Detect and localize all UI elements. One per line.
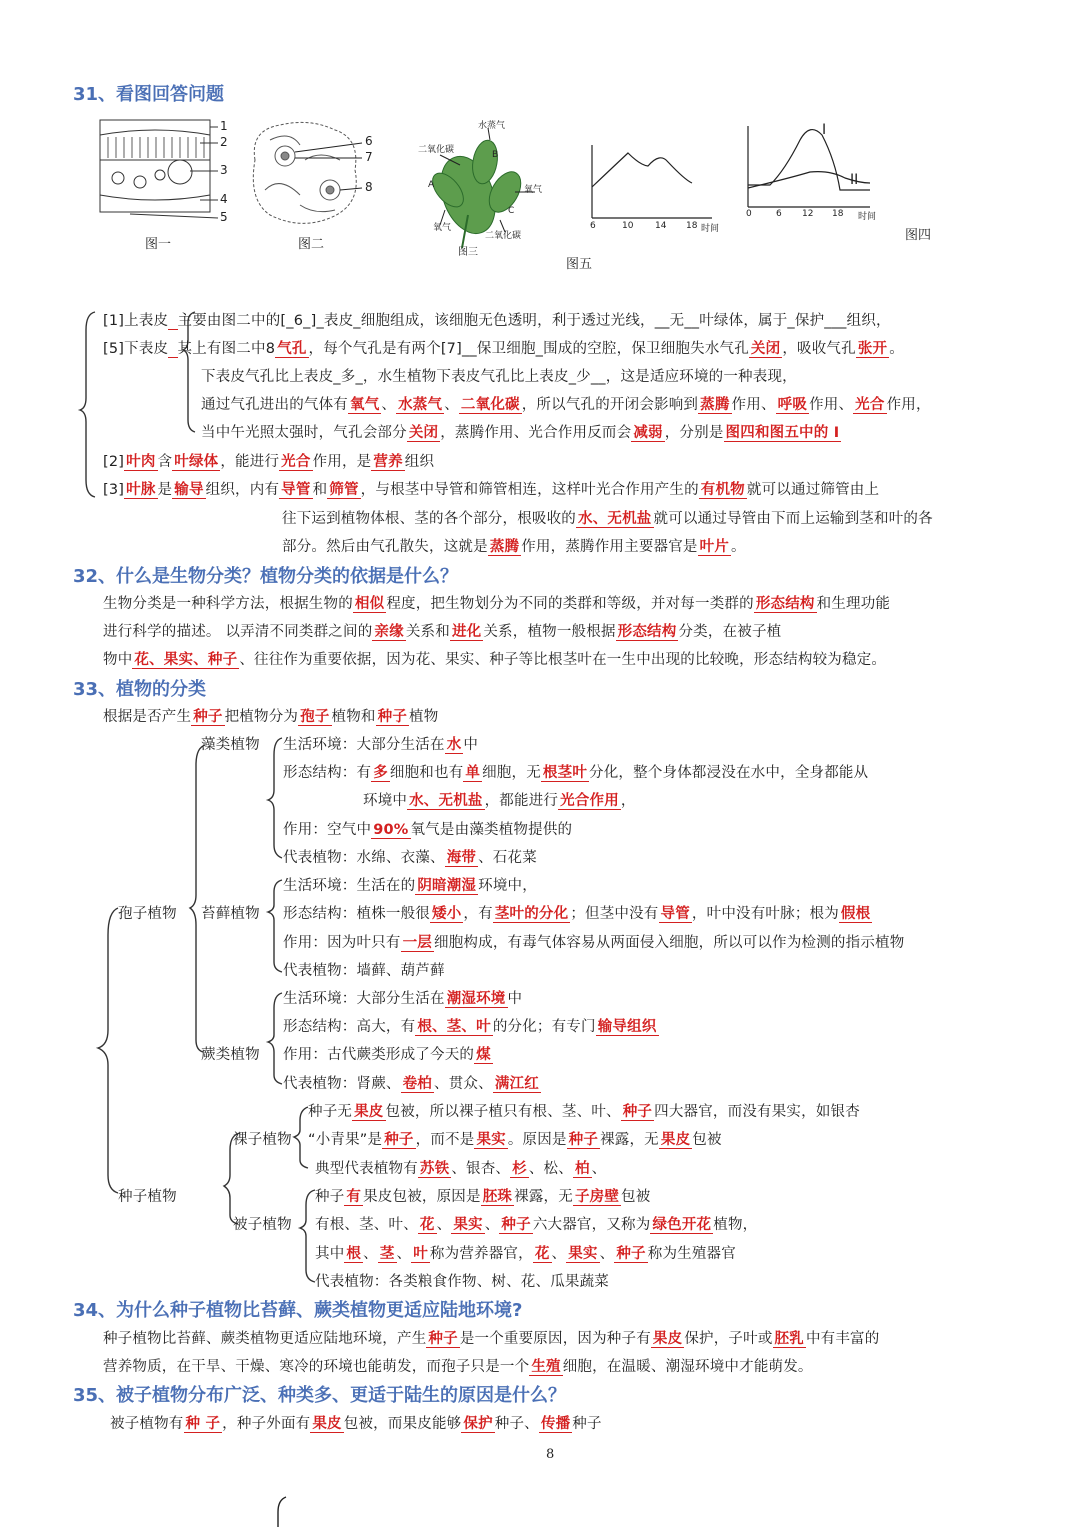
subgroup-gymnosperm: 裸子植物: [233, 1132, 292, 1148]
answer-blank: 矮小: [432, 906, 462, 922]
text-segment: 环境中，: [478, 878, 537, 894]
fig4-tick-6: 6: [776, 209, 782, 219]
answer-blank: 一层: [402, 935, 433, 951]
text-segment: 裸露，无: [514, 1189, 573, 1205]
fig1-num-2: 2: [220, 135, 228, 149]
figure-4-curves: [748, 126, 870, 207]
group-spore-plants: 孢子植物: [118, 906, 177, 922]
answer-blank: 根: [346, 1246, 362, 1262]
text-segment: ，: [620, 793, 636, 809]
text-segment: 营养物质，在干旱、干燥、寒冷的环境也能萌发，而孢子只是一个: [103, 1359, 530, 1375]
answer-blank: 子房壁: [574, 1189, 620, 1205]
text-segment: 是一个重要原因，因为种子有: [459, 1331, 651, 1347]
text-segment: 、: [484, 1217, 500, 1233]
text-segment: 根据是否产生: [103, 709, 192, 725]
answer-blank: 柏: [574, 1161, 590, 1177]
answer-blank: 导管: [281, 482, 311, 498]
caption-figure-5: 图五: [566, 257, 593, 272]
text-segment: 和: [312, 482, 328, 498]
text-segment: 细胞，无: [482, 765, 541, 781]
text-segment: 称为营养器官，: [429, 1246, 533, 1262]
q35-line: [110, 1412, 602, 1433]
text-segment: 其上有图二中8: [177, 341, 276, 357]
q32-line: [103, 592, 890, 613]
answer-blank: 杉: [512, 1161, 527, 1177]
answer-blank: 果实: [568, 1246, 598, 1262]
text-segment: 关系和: [405, 624, 450, 640]
answer-blank: 筛管: [329, 482, 359, 498]
q31-line: [103, 450, 434, 471]
q33-line: [308, 1128, 722, 1149]
text-segment: 物中: [103, 652, 133, 668]
text-segment: ，能进行: [220, 454, 280, 470]
answer-blank: 果实: [476, 1132, 506, 1148]
answer-blank: 种 子: [185, 1416, 221, 1432]
text-segment: 、: [363, 1246, 378, 1262]
text-segment: 通过气孔进出的气体有: [201, 397, 348, 413]
answer-blank: 输导组织: [597, 1019, 657, 1035]
text-segment: ；但茎中没有: [570, 906, 659, 922]
text-segment: 作用：古代蕨类形成了今天的: [283, 1047, 475, 1063]
text-segment: 程度，把生物划分为不同的类群和等级，并对每一类群的: [386, 596, 754, 612]
q31-line: [103, 309, 891, 330]
fig4-tick-time: 时间: [858, 212, 877, 222]
q32-title: 32、什么是生物分类？植物分类的依据是什么？: [73, 566, 459, 587]
fig4-tick-0: 0: [746, 209, 752, 219]
text-segment: 形态结构：植株一般很: [283, 906, 430, 922]
text-segment: 作用，是: [312, 454, 372, 470]
answer-blank: 关闭: [408, 425, 439, 441]
fig3-label-co2-bottom: 二氧化碳: [485, 231, 522, 241]
q31-line: [201, 365, 797, 386]
text-segment: 细胞构成，有毒气体容易从两面侵入细胞，所以可以作为检测的指示植物: [434, 935, 905, 951]
text-segment: ，与根茎中导管和筛管相连，这样叶光合作用产生的: [360, 482, 699, 498]
text-segment: 下表皮气孔比上表皮_多_，水生植物下表皮气孔比上表皮_少__，这是适应环境的一种表现，: [201, 369, 797, 385]
text-segment: 组织，内有: [205, 482, 280, 498]
q31-line: [103, 478, 879, 499]
text-segment: 代表植物：肾蕨、: [283, 1076, 401, 1092]
answer-blank: 减弱: [633, 425, 663, 441]
answer-blank: 氧气: [350, 397, 380, 413]
text-segment: 包被: [621, 1189, 651, 1205]
text-segment: 含: [157, 454, 173, 470]
text-segment: ，吸收气孔: [782, 341, 856, 357]
answer-blank: 水: [446, 737, 462, 753]
fig3-label-c: C: [508, 206, 515, 216]
answer-blank: 叶肉: [126, 454, 156, 470]
text-segment: 、石花菜: [478, 850, 537, 866]
text-segment: ，都能进行: [484, 793, 559, 809]
q32-line: [103, 648, 886, 669]
text-segment: 形态结构：有: [283, 765, 372, 781]
text-segment: [1]上表皮: [103, 313, 169, 329]
fig1-num-5: 5: [220, 210, 228, 224]
text-segment: 生活环境：生活在的: [283, 878, 416, 894]
q33-line: [283, 902, 872, 923]
text-segment: 、: [599, 1246, 615, 1262]
answer-blank: 种子: [428, 1331, 458, 1347]
q33-line: [283, 1015, 659, 1036]
q31-line: [201, 393, 931, 414]
text-segment: 。原因是: [507, 1132, 567, 1148]
text-segment: 有根、茎、叶、: [315, 1217, 418, 1233]
answer-blank: 90%: [373, 822, 409, 838]
text-segment: 果皮包被，原因是: [363, 1189, 481, 1205]
answer-blank: 光合作用: [560, 793, 619, 809]
q33-line: [363, 789, 636, 810]
q33-line: [283, 1072, 541, 1093]
answer-blank: 保护: [463, 1416, 493, 1432]
answer-blank: 果皮: [312, 1416, 342, 1432]
fig2-num-8: 8: [365, 180, 373, 194]
subgroup-angiosperm: 被子植物: [233, 1217, 292, 1233]
q33-line: [283, 931, 904, 952]
text-segment: [5]下表皮: [103, 341, 169, 357]
answer-blank: 输导: [174, 482, 204, 498]
fig3-label-o2-right: 氧气: [524, 185, 543, 195]
answer-blank: 潮湿环境: [446, 991, 506, 1007]
answer-blank: 导管: [660, 906, 690, 922]
text-segment: 中有丰富的: [805, 1331, 880, 1347]
text-segment: 种子无: [308, 1104, 353, 1120]
q35-title: 35、被子植物分布广泛、种类多、更适于陆生的原因是什么？: [73, 1385, 567, 1406]
answer-blank: 光合: [855, 397, 885, 413]
answer-blank: 种子: [622, 1104, 653, 1120]
answer-blank: 假根: [840, 906, 871, 922]
text-segment: [2]: [103, 454, 125, 470]
text-segment: 就可以通过导管由下而上运输到茎和叶的各: [653, 511, 933, 527]
q31-line: [282, 535, 746, 556]
text-segment: 生物分类是一种科学方法，根据生物的: [103, 596, 353, 612]
answer-blank: 花、果实、种子: [134, 652, 238, 668]
text-segment: 代表植物：水绵、衣藻、: [283, 850, 445, 866]
fig2-num-6: 6: [365, 134, 373, 148]
caption-figure-1: 图一: [145, 237, 172, 252]
answer-blank: 种子: [568, 1132, 599, 1148]
answer-blank: 海带: [446, 850, 477, 866]
text-segment: 和生理功能: [816, 596, 891, 612]
answer-blank: 卷柏: [402, 1076, 433, 1092]
text-segment: 植物和: [331, 709, 376, 725]
text-segment: 组织: [404, 454, 435, 470]
text-segment: 把植物分为: [224, 709, 299, 725]
text-segment: 、: [396, 1246, 412, 1262]
text-segment: 、: [551, 1246, 567, 1262]
text-segment: ，所以气孔的开闭会影响到: [521, 397, 699, 413]
answer-blank: 叶绿体: [174, 454, 219, 470]
text-segment: ，叶中没有叶脉；根为: [691, 906, 839, 922]
q33-line: [308, 1100, 860, 1121]
text-segment: 的分化；有专门: [492, 1019, 596, 1035]
subgroup-fern: 蕨类植物: [201, 1047, 260, 1063]
fig1-num-4: 4: [220, 192, 228, 206]
q33-line: [315, 1242, 736, 1263]
answer-blank: 种子: [193, 709, 223, 725]
text-segment: 六大器官，又称为: [532, 1217, 651, 1233]
q33-line: [283, 761, 868, 782]
text-segment: 进行科学的描述。 以弄清不同类群之间的: [103, 624, 373, 640]
text-segment: 、银杏、: [451, 1161, 511, 1177]
text-segment: 、贯众、: [434, 1076, 493, 1092]
q32-line: [103, 620, 781, 641]
answer-blank: 二氧化碳: [460, 397, 520, 413]
caption-figure-4: 图四: [905, 228, 932, 243]
answer-blank: 图四和图五中的 I: [725, 425, 840, 441]
text-segment: 就可以通过筛管由上: [746, 482, 880, 498]
q31-line: [201, 421, 841, 442]
text-segment: 包被: [692, 1132, 722, 1148]
text-segment: 包被，所以裸子植只有根、茎、叶、: [385, 1104, 621, 1120]
text-segment: 。: [889, 341, 904, 357]
answer-blank: 单: [465, 765, 481, 781]
q33-line: [283, 733, 478, 754]
answer-blank: 满江红: [494, 1076, 539, 1092]
text-segment: 四大器官，而没有果实，如银杏: [654, 1104, 860, 1120]
answer-blank: 营养: [373, 454, 403, 470]
fig1-num-1: 1: [220, 119, 228, 133]
answer-blank: 阴暗潮湿: [417, 878, 477, 894]
text-segment: 环境中: [363, 793, 408, 809]
answer-blank: 水、无机盐: [578, 511, 652, 527]
answer-blank: 亲缘: [374, 624, 404, 640]
figure-2-epidermis: [253, 122, 362, 223]
text-segment: [3]: [103, 482, 125, 498]
fig3-label-vapor: 水蒸气: [478, 121, 506, 131]
text-segment: ，每个气孔是有两个[7]__保卫细胞_围成的空腔，保卫细胞失水气孔: [308, 341, 749, 357]
text-segment: 生活环境：大部分生活在: [283, 991, 445, 1007]
answer-blank: 生殖: [531, 1359, 561, 1375]
q31-line: [282, 507, 933, 528]
text-segment: 中: [463, 737, 479, 753]
text-segment: 细胞，在温暖、潮湿环境中才能萌发。: [562, 1359, 813, 1375]
subgroup-algae: 藻类植物: [201, 737, 260, 753]
text-segment: 当中午光照太强时，气孔会部分: [201, 425, 407, 441]
answer-blank: [168, 313, 177, 330]
text-segment: 种子: [315, 1189, 345, 1205]
text-segment: 作用：因为叶只有: [283, 935, 401, 951]
answer-blank: 有: [346, 1189, 362, 1205]
q33-title: 33、植物的分类: [73, 679, 207, 700]
answer-blank: 传播: [540, 1416, 571, 1432]
fig4-series-2: II: [850, 172, 859, 188]
answer-blank: 花: [534, 1246, 550, 1262]
q33-line: [315, 1213, 757, 1234]
answer-blank: [168, 341, 177, 358]
answer-blank: 果皮: [660, 1132, 691, 1148]
q33-line: [315, 1157, 606, 1178]
answer-blank: 张开: [857, 341, 888, 357]
q33-intro: [103, 705, 438, 726]
text-segment: ，蒸腾作用、光合作用反而会: [440, 425, 632, 441]
fig3-label-co2-top: 二氧化碳: [418, 145, 455, 155]
text-segment: 生活环境：大部分生活在: [283, 737, 445, 753]
text-segment: 氧气是由藻类植物提供的: [410, 822, 573, 838]
answer-blank: 胚珠: [482, 1189, 513, 1205]
answer-blank: 光合: [281, 454, 311, 470]
fig5-tick-time: 时间: [701, 224, 720, 234]
fig3-label-o2-left: 氧气: [433, 223, 452, 233]
answer-blank: 多: [373, 765, 388, 781]
text-segment: 、: [591, 1161, 607, 1177]
caption-figure-2: 图二: [298, 237, 325, 252]
answer-blank: 水、无机盐: [409, 793, 483, 809]
answer-blank: 蒸腾: [489, 539, 520, 555]
fig4-tick-18: 18: [832, 209, 844, 219]
group-seed-plants: 种子植物: [118, 1189, 177, 1205]
answer-blank: 种子: [501, 1217, 531, 1233]
answer-blank: 茎叶的分化: [494, 906, 569, 922]
q31-title: 31、看图回答问题: [73, 84, 225, 105]
text-segment: 植物: [409, 709, 439, 725]
q33-line: [315, 1185, 650, 1206]
answer-blank: 形态结构: [755, 596, 815, 612]
answer-blank: 种子: [377, 709, 408, 725]
answer-blank: 形态结构: [617, 624, 677, 640]
fig3-label-b: B: [492, 150, 499, 160]
fig5-tick-10: 10: [622, 221, 634, 231]
text-segment: 被子植物有: [110, 1416, 184, 1432]
text-segment: 形态结构：高大，有: [283, 1019, 416, 1035]
text-segment: 作用：空气中: [283, 822, 372, 838]
answer-blank: 气孔: [277, 341, 307, 357]
answer-blank: 花: [419, 1217, 435, 1233]
text-segment: 、松、: [528, 1161, 573, 1177]
text-segment: 种子: [572, 1416, 602, 1432]
text-segment: ，而不是: [415, 1132, 475, 1148]
answer-blank: 根茎叶: [542, 765, 588, 781]
fig2-num-7: 7: [365, 150, 373, 164]
q33-line: [283, 987, 522, 1008]
text-segment: 细胞和也有: [389, 765, 464, 781]
answer-blank: 关闭: [750, 341, 781, 357]
text-segment: 种子植物比苔藓、蕨类植物更适应陆地环境，产生: [103, 1331, 427, 1347]
answer-blank: 煤: [476, 1047, 491, 1063]
q31-line: [103, 337, 904, 358]
q33-line: [283, 818, 572, 839]
text-segment: 植物，: [713, 1217, 758, 1233]
text-segment: 往下运到植物体根、茎的各个部分，根吸收的: [282, 511, 576, 527]
answer-blank: 茎: [379, 1246, 395, 1262]
answer-blank: 蒸腾: [700, 397, 730, 413]
answer-blank: 呼吸: [777, 397, 808, 413]
fig3-label-a: A: [428, 180, 435, 190]
answer-blank: 叶脉: [126, 482, 156, 498]
text-segment: 称为生殖器官: [647, 1246, 736, 1262]
text-segment: 包被，而果皮能够: [343, 1416, 462, 1432]
text-segment: 中: [507, 991, 523, 1007]
text-segment: 、: [436, 1217, 452, 1233]
text-segment: 是: [157, 482, 173, 498]
answer-blank: 叶片: [699, 539, 730, 555]
q33-line: [315, 1270, 609, 1291]
text-segment: 典型代表植物有: [315, 1161, 418, 1177]
answer-blank: 绿色开花: [652, 1217, 712, 1233]
answer-blank: 有机物: [700, 482, 745, 498]
subgroup-moss: 苔藓植物: [201, 906, 260, 922]
fig1-num-3: 3: [220, 163, 228, 177]
caption-figure-3: 图三: [458, 247, 478, 258]
text-segment: 作用，: [886, 397, 931, 413]
q33-line: [283, 1043, 493, 1064]
figure-1-leaf-section: [100, 120, 218, 218]
text-segment: 、: [381, 397, 397, 413]
answer-blank: 胚乳: [774, 1331, 804, 1347]
q34-title: 34、为什么种子植物比苔藓、蕨类植物更适应陆地环境?: [73, 1300, 523, 1321]
text-segment: 保护，子叶或: [684, 1331, 773, 1347]
answer-blank: 进化: [451, 624, 482, 640]
answer-blank: 苏铁: [419, 1161, 450, 1177]
answer-blank: 种子: [384, 1132, 414, 1148]
q33-line: [283, 874, 537, 895]
answer-blank: 孢子: [300, 709, 330, 725]
answer-blank: 根、茎、叶: [417, 1019, 491, 1035]
text-segment: 分化，整个身体都浸没在水中，全身都能从: [589, 765, 869, 781]
text-segment: 作用、: [731, 397, 776, 413]
q33-line: [283, 846, 537, 867]
text-segment: 、往往作为重要依据，因为花、果实、种子等比根茎叶在一生中出现的比较晚，形态结构较为稳定。: [239, 652, 887, 668]
q34-line: [103, 1327, 879, 1348]
fig5-tick-14: 14: [655, 221, 667, 231]
page-number: 8: [546, 1447, 555, 1462]
answer-blank: 种子: [616, 1246, 646, 1262]
answer-blank: 果实: [453, 1217, 483, 1233]
answer-blank: 叶: [413, 1246, 428, 1262]
fig4-series-1: I: [822, 122, 827, 138]
text-segment: 主要由图二中的[_6_]_表皮_细胞组成，该细胞无色透明，利于透过光线，__无__叶绿体，属于_保护___组织，: [177, 313, 891, 329]
text-segment: 分类，在被子植: [678, 624, 782, 640]
text-segment: 部分。然后由气孔散失，这就是: [282, 539, 488, 555]
text-segment: 裸露，无: [600, 1132, 659, 1148]
text-segment: 作用，蒸腾作用主要器官是: [521, 539, 698, 555]
text-segment: 作用、: [809, 397, 854, 413]
text-segment: 、: [444, 397, 459, 413]
page-bottom-brace: [278, 1497, 286, 1527]
fig4-tick-12: 12: [802, 209, 814, 219]
q33-line: [283, 959, 445, 980]
figure-5-curve: [592, 145, 712, 218]
answer-blank: 相似: [354, 596, 385, 612]
text-segment: ，有: [463, 906, 493, 922]
text-segment: ，分别是: [664, 425, 724, 441]
text-segment: 种子、: [494, 1416, 539, 1432]
answer-blank: 果皮: [354, 1104, 384, 1120]
answer-blank: 果皮: [652, 1331, 683, 1347]
text-segment: 关系，植物一般根据: [483, 624, 616, 640]
text-segment: “小青果”是: [308, 1132, 383, 1148]
q34-line: [103, 1355, 813, 1376]
text-segment: 代表植物：墙藓、葫芦藓: [283, 963, 445, 979]
text-segment: ，种子外面有: [222, 1416, 311, 1432]
answer-blank: 水蒸气: [398, 397, 443, 413]
text-segment: 其中: [315, 1246, 345, 1262]
text-segment: 。: [731, 539, 746, 555]
text-segment: 代表植物：各类粮食作物、树、花、瓜果蔬菜: [315, 1274, 609, 1290]
fig5-tick-18: 18: [686, 221, 698, 231]
fig5-tick-6: 6: [590, 221, 596, 231]
